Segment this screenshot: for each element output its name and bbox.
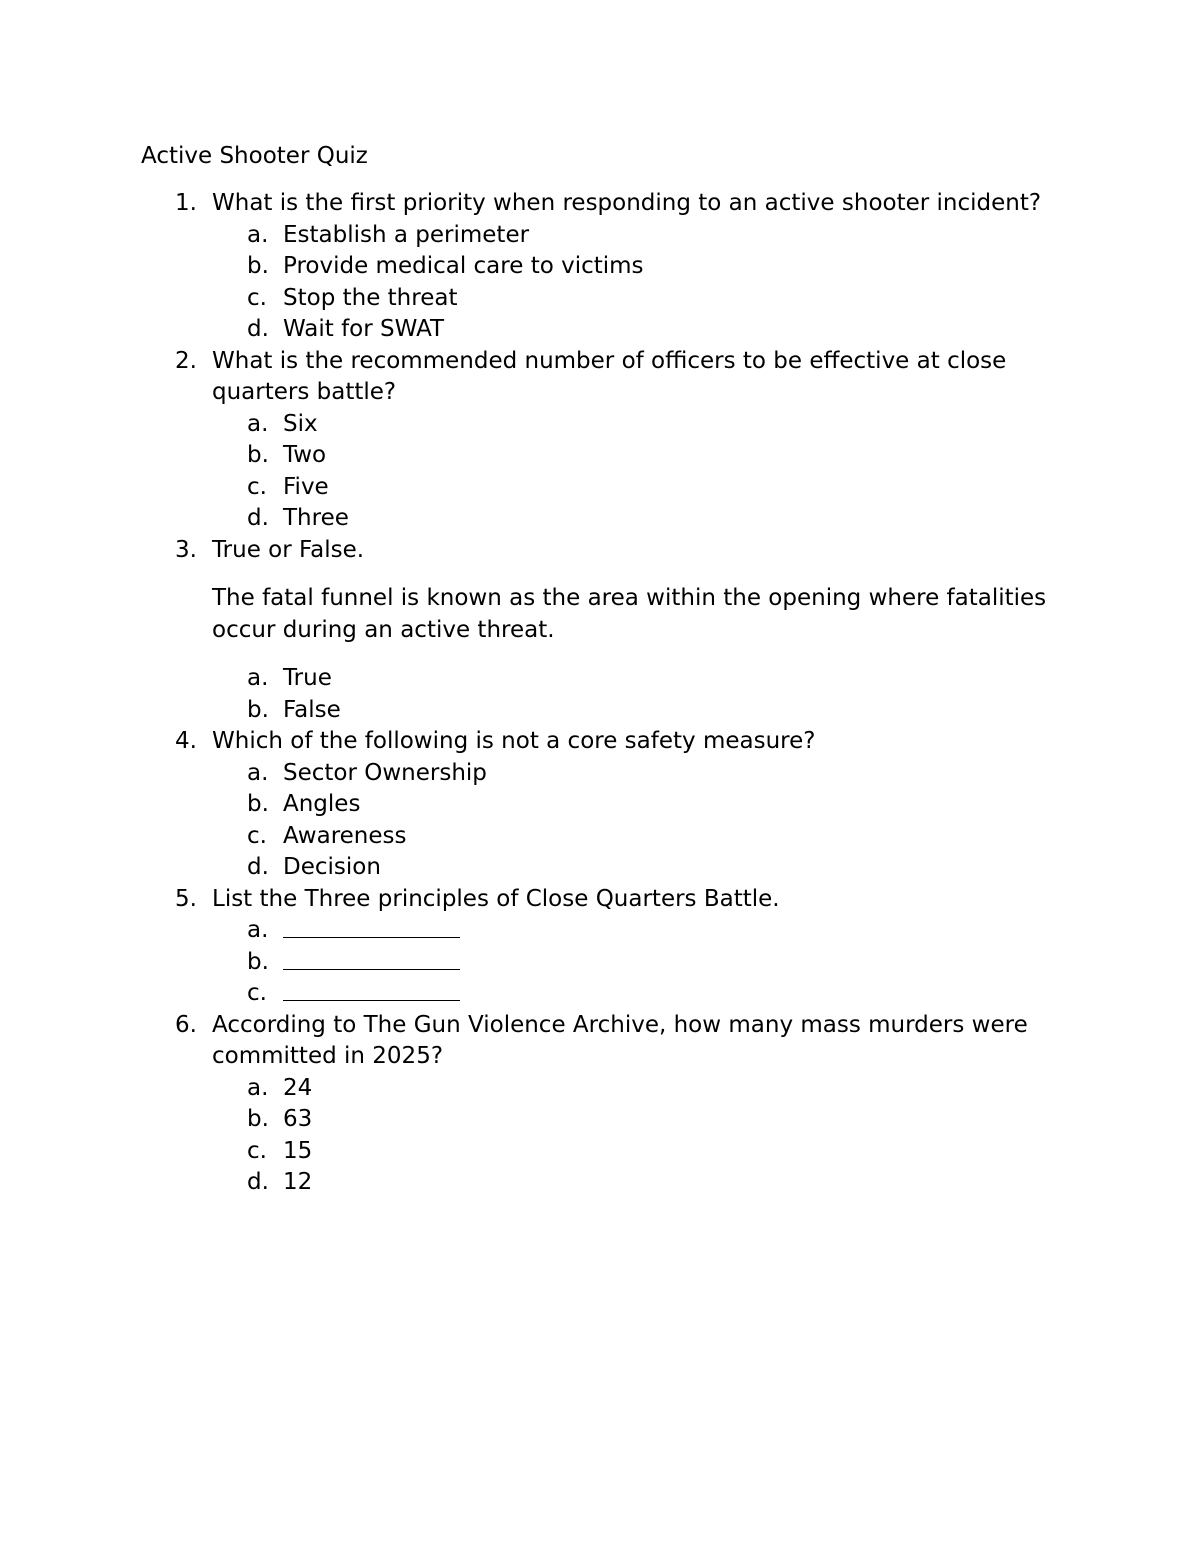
answer-blank-line[interactable] [283,978,460,1011]
option-letter: b. [247,791,269,817]
question-text: Which of the following is not a core safety measure? [212,728,816,754]
option-letter: c. [247,822,267,849]
question-number: 4. [175,728,197,754]
option-letter: d. [247,854,269,880]
question-2 [0,346,1200,535]
answer-option [0,789,1200,821]
question-number: 3. [175,536,197,563]
option-letter: d. [247,316,269,342]
option-letter: a. [247,665,269,691]
option-text: 63 [283,1106,313,1132]
option-text: Wait for SWAT [283,316,445,342]
answer-option [0,503,1200,535]
answer-option [0,472,1200,504]
question-statement: The fatal funnel is known as the area within the opening where fatalities occur during an active threat. [212,585,1047,643]
question-text: What is the first priority when responding to an active shooter incident? [212,190,1042,216]
answer-blank-line[interactable] [283,947,460,980]
quiz-list [0,188,1200,1199]
option-letter: b. [247,253,269,279]
option-letter: d. [247,505,269,531]
answer-option [0,695,1200,727]
option-letter: c. [247,284,267,311]
answer-option [0,1136,1200,1168]
question-number: 2. [175,347,197,374]
question-text: What is the recommended number of officers to be effective at close quarters battle? [212,347,1007,405]
option-letter: a. [247,221,269,248]
question-1 [0,188,1200,346]
option-text: Angles [283,791,361,817]
answer-option [0,220,1200,252]
option-letter: b. [247,948,269,975]
option-text: Stop the threat [283,284,458,311]
option-text: Provide medical care to victims [283,253,644,279]
option-letter: a. [247,1074,269,1101]
answer-option [0,852,1200,884]
option-text: 12 [283,1169,313,1195]
question-text: True or False. [212,536,365,563]
answer-option [0,314,1200,346]
option-letter: d. [247,1169,269,1195]
answer-option [0,251,1200,283]
question-number: 5. [175,885,197,912]
answer-option [0,758,1200,790]
answer-option [0,947,1200,979]
answer-blank-line[interactable] [283,915,460,948]
option-text: 24 [283,1074,313,1101]
option-letter: a. [247,917,269,943]
option-text: False [283,696,341,723]
option-text: Two [283,442,327,468]
option-text: Sector Ownership [283,759,487,786]
option-text: Six [283,410,318,437]
option-text: True [283,665,332,691]
question-6 [0,1010,1200,1199]
question-text: List the Three principles of Close Quarters Battle. [212,885,780,912]
answer-option [0,978,1200,1010]
question-text: According to The Gun Violence Archive, how many mass murders were committed in 2025? [212,1011,1028,1069]
document-title: Active Shooter Quiz [141,143,368,169]
option-text: Three [283,505,349,531]
question-3 [0,535,1200,727]
option-letter: b. [247,696,269,723]
option-letter: a. [247,759,269,786]
question-number: 6. [175,1011,197,1038]
question-4 [0,726,1200,884]
option-letter: a. [247,410,269,437]
question-number: 1. [175,190,197,216]
answer-option [0,1073,1200,1105]
option-text: Establish a perimeter [283,221,530,248]
answer-option [0,1167,1200,1199]
answer-option [0,915,1200,947]
option-text: 15 [283,1137,313,1164]
option-letter: c. [247,1137,267,1164]
option-letter: c. [247,473,267,500]
option-letter: c. [247,980,267,1006]
answer-option [0,821,1200,853]
answer-option [0,663,1200,695]
option-letter: b. [247,1106,269,1132]
option-text: Five [283,473,329,500]
answer-option [0,1104,1200,1136]
answer-option [0,283,1200,315]
option-text: Awareness [283,822,407,849]
option-letter: b. [247,442,269,468]
answer-option [0,440,1200,472]
answer-option [0,409,1200,441]
option-text: Decision [283,854,381,880]
question-5 [0,884,1200,1010]
